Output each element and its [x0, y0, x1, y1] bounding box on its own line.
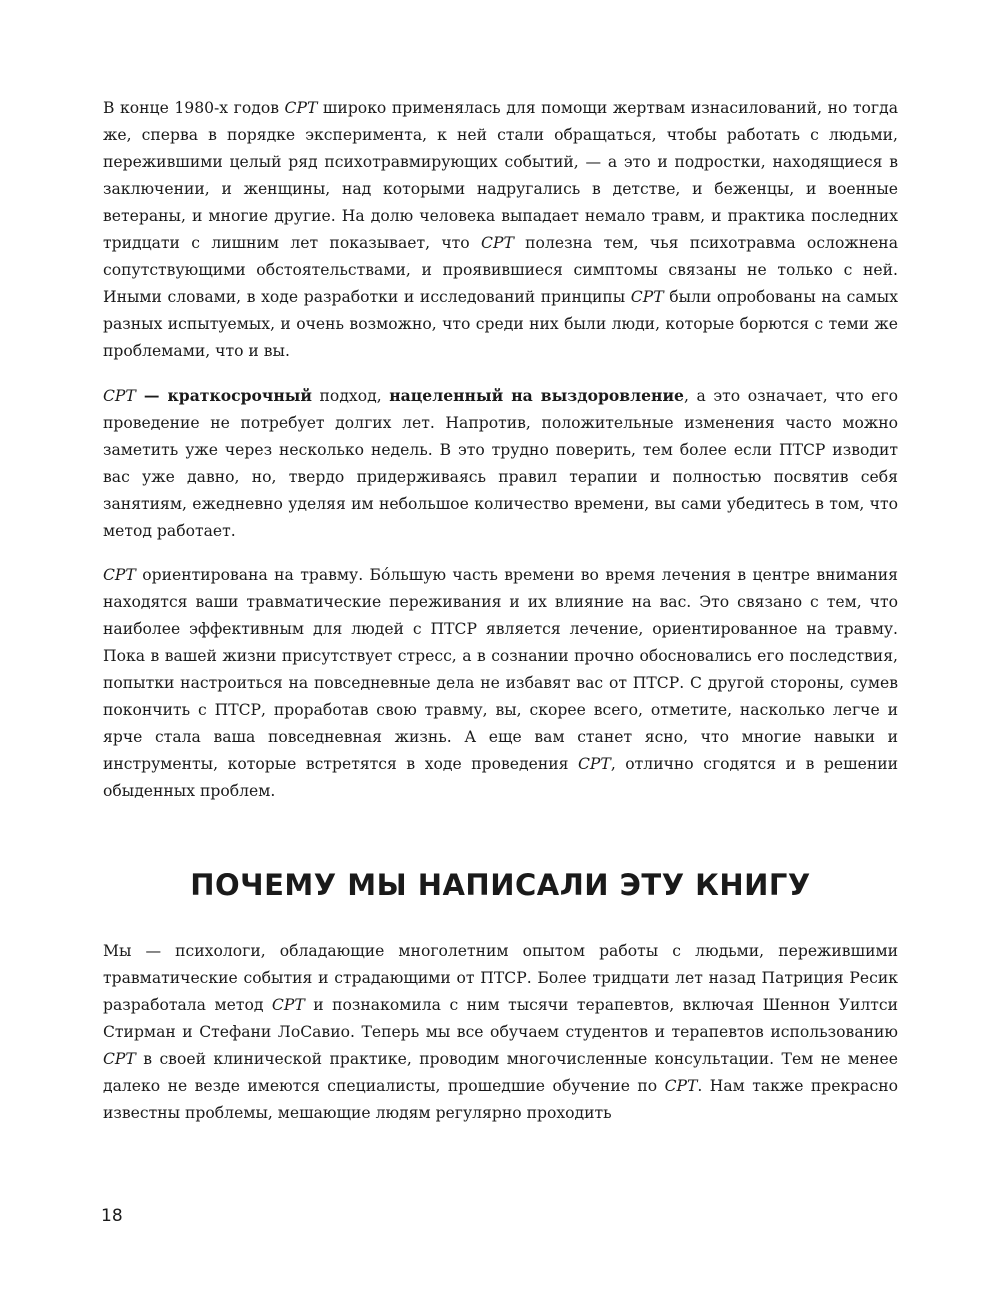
text-run: полезна тем, чья психотравма осложнена сопутствующими обстоятельствами, и проявившиеся симптомы связаны не только с ней. Иными словами, в ходе разработки и исследований принципы: [103, 234, 898, 306]
paragraph: [103, 382, 898, 545]
emphasis-italic: CPT: [481, 234, 514, 252]
text-run: и познакомила с ним тысячи терапевтов, включая Шеннон Уилтси Стирман и Стефани ЛоСавио. Теперь мы все обучаем студентов и терапевтов использованию: [103, 996, 898, 1041]
text-run: в своей клинической практике, проводим многочисленные консультации. Тем не менее далеко не везде имеются специалисты, прошедшие обучение по: [103, 1050, 898, 1095]
emphasis-italic: CPT: [103, 1050, 136, 1068]
emphasis-italic: CPT: [664, 1077, 698, 1095]
text-run: подход,: [311, 387, 390, 405]
text-run: были опробованы на самых разных испытуемых, и очень возможно, что среди них были люди, которые борются с теми же проблемами, что и вы.: [103, 288, 898, 360]
body-text-after-heading: [103, 938, 898, 1127]
text-run: широко применялась для помощи жертвам изнасилований, но тогда же, сперва в порядке эксперимента, к ней стали обращаться, чтобы работать с людьми, пережившими целый ряд психотравмирующих событий, — а это и подростки, находящиеся в заключении, и женщины, над которыми надругались в детстве, и беженцы, и военные ветераны, и многие другие. На долю человека выпадает немало травм, и практика последних тридцати с лишним лет показывает, что: [103, 99, 898, 252]
paragraph: [103, 562, 898, 805]
emphasis-italic: CPT: [271, 996, 305, 1014]
text-run: , а это означает, что его проведение не потребует долгих лет. Напротив, положительные изменения часто можно заметить уже через несколько недель. В это трудно поверить, тем более если ПТСР изводит вас уже давно, но, твердо придерживаясь правил терапии и полностью посвятив себя занятиям, ежедневно уделяя им небольшое количество времени, вы сами убедитесь в том, что метод работает.: [103, 387, 898, 540]
emphasis-italic: CPT: [284, 99, 318, 117]
emphasis-italic: CPT: [103, 566, 136, 584]
emphasis-italic: CPT: [577, 755, 611, 773]
text-run: ориентирована на травму. Бо́льшую часть времени во время лечения в центре внимания находятся ваши травматические переживания и их влияние на вас. Это связано с тем, что наиболее эффективным для людей с ПТСР является лечение, ориентированное на травму. Пока в вашей жизни присутствует стресс, а в сознании прочно обосновались его последствия, попытки настроиться на повседневные дела не избавят вас от ПТСР. С другой стороны, сумев покончить с ПТСР, проработав свою травму, вы, скорее всего, отметите, насколько легче и ярче стала ваша повседневная жизнь. А еще вам станет ясно, что многие навыки и инструменты, которые встретятся в ходе проведения: [103, 566, 898, 773]
emphasis-italic: CPT: [103, 387, 136, 405]
paragraph: [103, 938, 898, 1127]
page-body: [103, 95, 898, 1144]
emphasis-bold: — краткосрочный: [135, 386, 312, 405]
text-run: В конце 1980-х годов: [103, 99, 285, 117]
body-text-before-heading: [103, 95, 898, 805]
page-number: 18: [101, 1206, 123, 1226]
emphasis-italic: CPT: [630, 288, 664, 306]
text-run: Мы — психологи, обладающие многолетним опытом работы с людьми, пережившими травматические события и страдающими от ПТСР. Более тридцати лет назад Патриция Ресик разработала метод: [103, 942, 898, 1014]
paragraph: [103, 95, 898, 365]
emphasis-bold: нацеленный на выздоровление: [389, 386, 684, 405]
text-run: , отлично сгодятся и в решении обыденных проблем.: [103, 755, 898, 800]
text-run: . Нам также прекрасно известны проблемы, мешающие людям регулярно проходить: [103, 1077, 898, 1122]
section-heading: ПОЧЕМУ МЫ НАПИСАЛИ ЭТУ КНИГУ: [190, 868, 811, 902]
